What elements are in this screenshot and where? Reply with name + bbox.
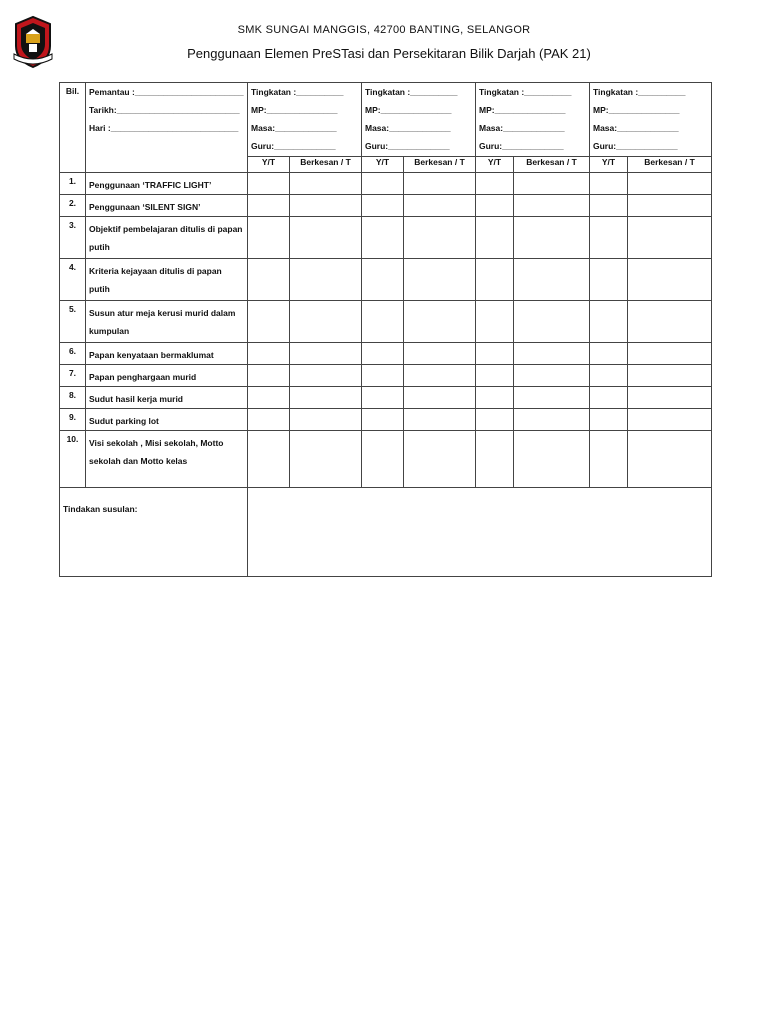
item-number: 1. xyxy=(60,173,86,195)
answer-cell[interactable] xyxy=(476,195,514,217)
berkesan-header: Berkesan / T xyxy=(290,157,362,173)
table-row xyxy=(60,431,712,488)
table-row xyxy=(60,409,712,431)
answer-cell[interactable] xyxy=(590,173,628,195)
answer-cell[interactable] xyxy=(362,301,404,343)
answer-cell[interactable] xyxy=(362,195,404,217)
hari-field[interactable]: Hari :___________________________ xyxy=(89,123,239,133)
answer-cell[interactable] xyxy=(628,301,712,343)
answer-cell[interactable] xyxy=(404,301,476,343)
answer-cell[interactable] xyxy=(404,217,476,259)
answer-cell[interactable] xyxy=(476,217,514,259)
item-number: 9. xyxy=(60,409,86,431)
answer-cell[interactable] xyxy=(590,409,628,431)
answer-cell[interactable] xyxy=(514,431,590,488)
answer-cell[interactable] xyxy=(248,173,290,195)
answer-cell[interactable] xyxy=(404,173,476,195)
school-crest-logo xyxy=(12,14,54,70)
answer-cell[interactable] xyxy=(362,409,404,431)
answer-cell[interactable] xyxy=(290,343,362,365)
answer-cell[interactable] xyxy=(290,431,362,488)
answer-cell[interactable] xyxy=(628,195,712,217)
answer-cell[interactable] xyxy=(404,195,476,217)
item-label: Papan kenyataan bermaklumat xyxy=(86,343,248,365)
mp-field[interactable]: MP:_______________ xyxy=(593,105,680,115)
answer-cell[interactable] xyxy=(514,387,590,409)
masa-field[interactable]: Masa:_____________ xyxy=(365,123,451,133)
answer-cell[interactable] xyxy=(476,259,514,301)
answer-cell[interactable] xyxy=(476,173,514,195)
answer-cell[interactable] xyxy=(590,431,628,488)
item-label: Visi sekolah , Misi sekolah, Motto sekolah dan Motto kelas xyxy=(86,431,248,488)
bil-header: Bil. xyxy=(60,83,86,173)
answer-cell[interactable] xyxy=(290,301,362,343)
item-label: Penggunaan ‘TRAFFIC LIGHT’ xyxy=(86,173,248,195)
answer-cell[interactable] xyxy=(514,365,590,387)
answer-cell[interactable] xyxy=(628,259,712,301)
answer-cell[interactable] xyxy=(404,365,476,387)
table-row xyxy=(60,217,712,259)
follow-up-row xyxy=(60,488,712,577)
table-row xyxy=(60,343,712,365)
yt-header: Y/T xyxy=(248,157,290,173)
yt-header: Y/T xyxy=(476,157,514,173)
answer-cell[interactable] xyxy=(404,409,476,431)
guru-field[interactable]: Guru:_____________ xyxy=(365,141,450,151)
answer-cell[interactable] xyxy=(404,259,476,301)
pemantau-field[interactable]: Pemantau :_______________________ xyxy=(89,87,244,97)
answer-cell[interactable] xyxy=(590,387,628,409)
mp-field[interactable]: MP:_______________ xyxy=(365,105,452,115)
answer-cell[interactable] xyxy=(248,431,290,488)
answer-cell[interactable] xyxy=(248,195,290,217)
masa-field[interactable]: Masa:_____________ xyxy=(593,123,679,133)
answer-cell[interactable] xyxy=(248,387,290,409)
guru-field[interactable]: Guru:_____________ xyxy=(251,141,336,151)
item-number: 4. xyxy=(60,259,86,301)
answer-cell[interactable] xyxy=(476,431,514,488)
item-label: Kriteria kejayaan ditulis di papan putih xyxy=(86,259,248,301)
answer-cell[interactable] xyxy=(628,387,712,409)
answer-cell[interactable] xyxy=(290,195,362,217)
item-number: 5. xyxy=(60,301,86,343)
answer-cell[interactable] xyxy=(404,431,476,488)
school-name: SMK SUNGAI MANGGIS, 42700 BANTING, SELANGOR xyxy=(237,24,531,36)
answer-cell[interactable] xyxy=(590,301,628,343)
tarikh-field[interactable]: Tarikh:__________________________ xyxy=(89,105,240,115)
tingkatan-field[interactable]: Tingkatan :__________ xyxy=(365,87,458,97)
guru-field[interactable]: Guru:_____________ xyxy=(479,141,564,151)
session-3-header xyxy=(476,83,590,157)
answer-cell[interactable] xyxy=(476,387,514,409)
follow-up-input-area[interactable] xyxy=(248,488,712,577)
table-row xyxy=(60,365,712,387)
answer-cell[interactable] xyxy=(290,259,362,301)
table-row xyxy=(60,173,712,195)
form-title: Penggunaan Elemen PreSTasi dan Persekitaran Bilik Darjah (PAK 21) xyxy=(187,46,591,61)
item-label: Papan penghargaan murid xyxy=(86,365,248,387)
answer-cell[interactable] xyxy=(290,387,362,409)
session-1-header xyxy=(248,83,362,157)
answer-cell[interactable] xyxy=(514,343,590,365)
answer-cell[interactable] xyxy=(362,387,404,409)
answer-cell[interactable] xyxy=(404,343,476,365)
answer-cell[interactable] xyxy=(476,343,514,365)
item-label: Sudut hasil kerja murid xyxy=(86,387,248,409)
answer-cell[interactable] xyxy=(290,409,362,431)
table-row xyxy=(60,195,712,217)
answer-cell[interactable] xyxy=(476,365,514,387)
answer-cell[interactable] xyxy=(514,217,590,259)
answer-cell[interactable] xyxy=(590,217,628,259)
tingkatan-field[interactable]: Tingkatan :__________ xyxy=(593,87,686,97)
answer-cell[interactable] xyxy=(628,343,712,365)
answer-cell[interactable] xyxy=(290,217,362,259)
answer-cell[interactable] xyxy=(628,173,712,195)
answer-cell[interactable] xyxy=(290,365,362,387)
tingkatan-field[interactable]: Tingkatan :__________ xyxy=(251,87,344,97)
answer-cell[interactable] xyxy=(362,431,404,488)
table-row xyxy=(60,387,712,409)
guru-field[interactable]: Guru:_____________ xyxy=(593,141,678,151)
answer-cell[interactable] xyxy=(362,173,404,195)
session-4-header xyxy=(590,83,712,157)
answer-cell[interactable] xyxy=(590,259,628,301)
item-number: 6. xyxy=(60,343,86,365)
item-label: Susun atur meja kerusi murid dalam kumpulan xyxy=(86,301,248,343)
tindakan-label: Tindakan susulan: xyxy=(60,488,248,577)
answer-cell[interactable] xyxy=(476,409,514,431)
answer-cell[interactable] xyxy=(628,431,712,488)
berkesan-header: Berkesan / T xyxy=(628,157,712,173)
answer-cell[interactable] xyxy=(514,173,590,195)
answer-cell[interactable] xyxy=(248,343,290,365)
answer-cell[interactable] xyxy=(514,301,590,343)
answer-cell[interactable] xyxy=(404,387,476,409)
answer-cell[interactable] xyxy=(248,259,290,301)
observer-info-cell xyxy=(86,83,248,173)
masa-field[interactable]: Masa:_____________ xyxy=(251,123,337,133)
item-number: 2. xyxy=(60,195,86,217)
answer-cell[interactable] xyxy=(590,195,628,217)
item-label: Penggunaan ‘SILENT SIGN’ xyxy=(86,195,248,217)
item-number: 10. xyxy=(60,431,86,488)
answer-cell[interactable] xyxy=(514,195,590,217)
table-row xyxy=(60,259,712,301)
answer-cell[interactable] xyxy=(514,409,590,431)
berkesan-header: Berkesan / T xyxy=(514,157,590,173)
table-row xyxy=(60,301,712,343)
tingkatan-field[interactable]: Tingkatan :__________ xyxy=(479,87,572,97)
answer-cell[interactable] xyxy=(248,217,290,259)
berkesan-header: Berkesan / T xyxy=(404,157,476,173)
masa-field[interactable]: Masa:_____________ xyxy=(479,123,565,133)
yt-header: Y/T xyxy=(590,157,628,173)
answer-cell[interactable] xyxy=(476,301,514,343)
answer-cell[interactable] xyxy=(248,365,290,387)
answer-cell[interactable] xyxy=(514,259,590,301)
answer-cell[interactable] xyxy=(590,365,628,387)
answer-cell[interactable] xyxy=(628,217,712,259)
answer-cell[interactable] xyxy=(590,343,628,365)
answer-cell[interactable] xyxy=(248,301,290,343)
mp-field[interactable]: MP:_______________ xyxy=(479,105,566,115)
session-2-header xyxy=(362,83,476,157)
answer-cell[interactable] xyxy=(290,173,362,195)
mp-field[interactable]: MP:_______________ xyxy=(251,105,338,115)
answer-cell[interactable] xyxy=(628,365,712,387)
answer-cell[interactable] xyxy=(362,365,404,387)
yt-header: Y/T xyxy=(362,157,404,173)
item-number: 3. xyxy=(60,217,86,259)
item-label: Sudut parking lot xyxy=(86,409,248,431)
observation-form-table xyxy=(59,82,712,577)
answer-cell[interactable] xyxy=(248,409,290,431)
item-number: 8. xyxy=(60,387,86,409)
answer-cell[interactable] xyxy=(628,409,712,431)
answer-cell[interactable] xyxy=(362,343,404,365)
answer-cell[interactable] xyxy=(362,259,404,301)
answer-cell[interactable] xyxy=(362,217,404,259)
item-label: Objektif pembelajaran ditulis di papan putih xyxy=(86,217,248,259)
item-number: 7. xyxy=(60,365,86,387)
